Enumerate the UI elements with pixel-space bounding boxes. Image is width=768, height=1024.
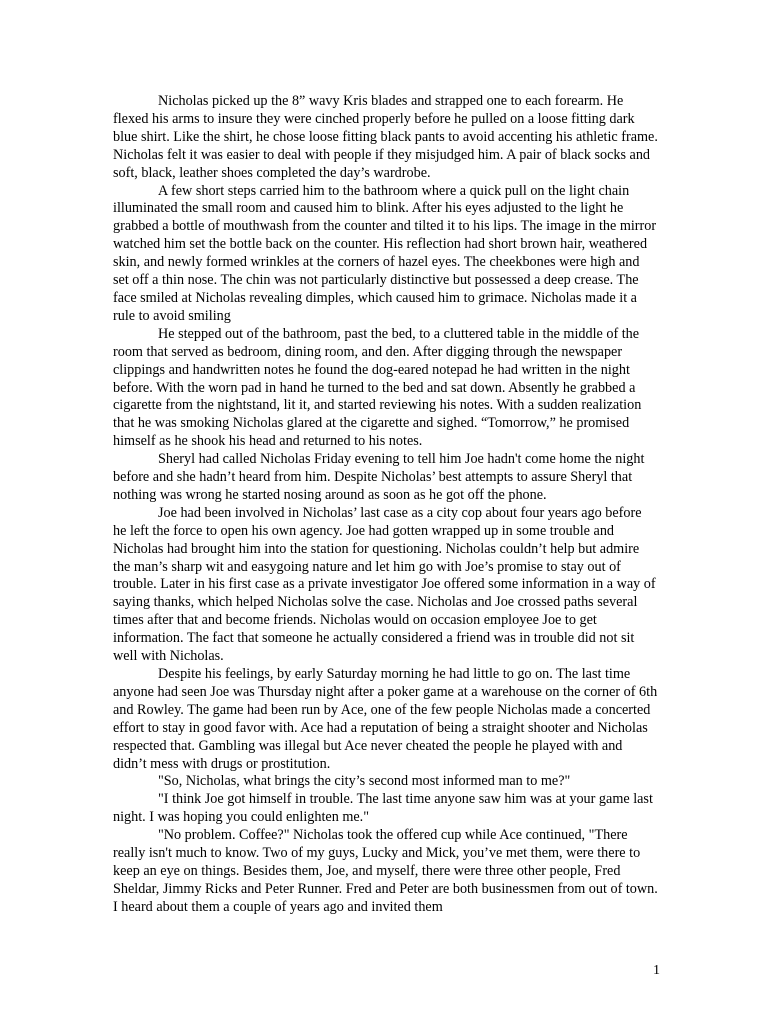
paragraph-7: "So, Nicholas, what brings the city’s second most informed man to me?" xyxy=(158,773,571,790)
paragraph-1: Nicholas picked up the 8” wavy Kris blades and strapped one to each forearm. He flexed his arms to insure they were cinched properly before he pulled on a loose fitting dark blue shirt. Like the shirt, he chose loose fitting black pants to avoid accenting his athletic frame. Nicholas felt it was easier to deal with people if they misjudged him. A pair of black socks and soft, black, leather shoes completed the day’s wardrobe. xyxy=(113,93,658,181)
paragraph-8: "I think Joe got himself in trouble. The last time anyone saw him was at your game last night. I was hoping you could enlighten me." xyxy=(113,791,653,826)
page-number: 1 xyxy=(653,963,660,978)
paragraph-4: Sheryl had called Nicholas Friday evening to tell him Joe hadn't come home the night before and she hadn’t heard from him. Despite Nicholas’ best attempts to assure Sheryl that nothing was wrong he started nosing around as soon as he got off the phone. xyxy=(113,451,645,503)
paragraph-2: A few short steps carried him to the bathroom where a quick pull on the light chain illuminated the small room and caused him to blink. After his eyes adjusted to the light he grabbed a bottle of mouthwash from the counter and tilted it to his lips. The image in the mirror watched him set the bottle back on the counter. His reflection had short brown hair, weathered skin, and newly formed wrinkles at the corners of hazel eyes. The cheekbones were high and set off a thin nose. The chin was not particularly distinctive but possessed a deep crease. The face smiled at Nicholas revealing dimples, which caused him to grimace. Nicholas made it a rule to avoid smiling xyxy=(113,182,657,324)
paragraph-9: "No problem. Coffee?" Nicholas took the offered cup while Ace continued, "There really isn't much to know. Two of my guys, Lucky and Mick, you’ve met them, were there to keep an eye on things. Besides them, Joe, and myself, there were three other people, Fred Sheldar, Jimmy Ricks and Peter Runner. Fred and Peter are both businessmen from out of town. I heard about them a couple of years ago and invited them xyxy=(113,827,658,915)
paragraph-3: He stepped out of the bathroom, past the bed, to a cluttered table in the middle of the room that served as bedroom, dining room, and den. After digging through the newspaper clippings and handwritten notes he found the dog-eared notepad he had written in the night before. With the worn pad in hand he turned to the bed and sat down. Absently he grabbed a cigarette from the nightstand, lit it, and started reviewing his notes. With a sudden realization that he was smoking Nicholas glared at the cigarette and sighed. “Tomorrow,” he promised himself as he shook his head and returned to his notes. xyxy=(113,325,642,450)
paragraph-6: Despite his feelings, by early Saturday morning he had little to go on. The last time anyone had seen Joe was Thursday night after a poker game at a warehouse on the corner of 6th and Rowley. The game had been run by Ace, one of the few people Nicholas made a concerted effort to stay in good favor with. Ace had a reputation of being a straight shooter and Nicholas respected that. Gambling was illegal but Ace never cheated the people he played with and didn’t mess with drugs or prostitution. xyxy=(113,666,658,772)
body-text xyxy=(113,93,658,917)
paragraph-5: Joe had been involved in Nicholas’ last case as a city cop about four years ago before he left the force to open his own agency. Joe had gotten wrapped up in some trouble and Nicholas had brought him into the station for questioning. Nicholas couldn’t help but admire the man’s sharp wit and easygoing nature and let him go with Joe’s promise to stay out of trouble. Later in his first case as a private investigator Joe offered some information in a way of saying thanks, which helped Nicholas solve the case. Nicholas and Joe crossed paths several times after that and become friends. Nicholas would on occasion employee Joe to get information. The fact that someone he actually considered a friend was in trouble did not sit well with Nicholas. xyxy=(113,504,656,665)
